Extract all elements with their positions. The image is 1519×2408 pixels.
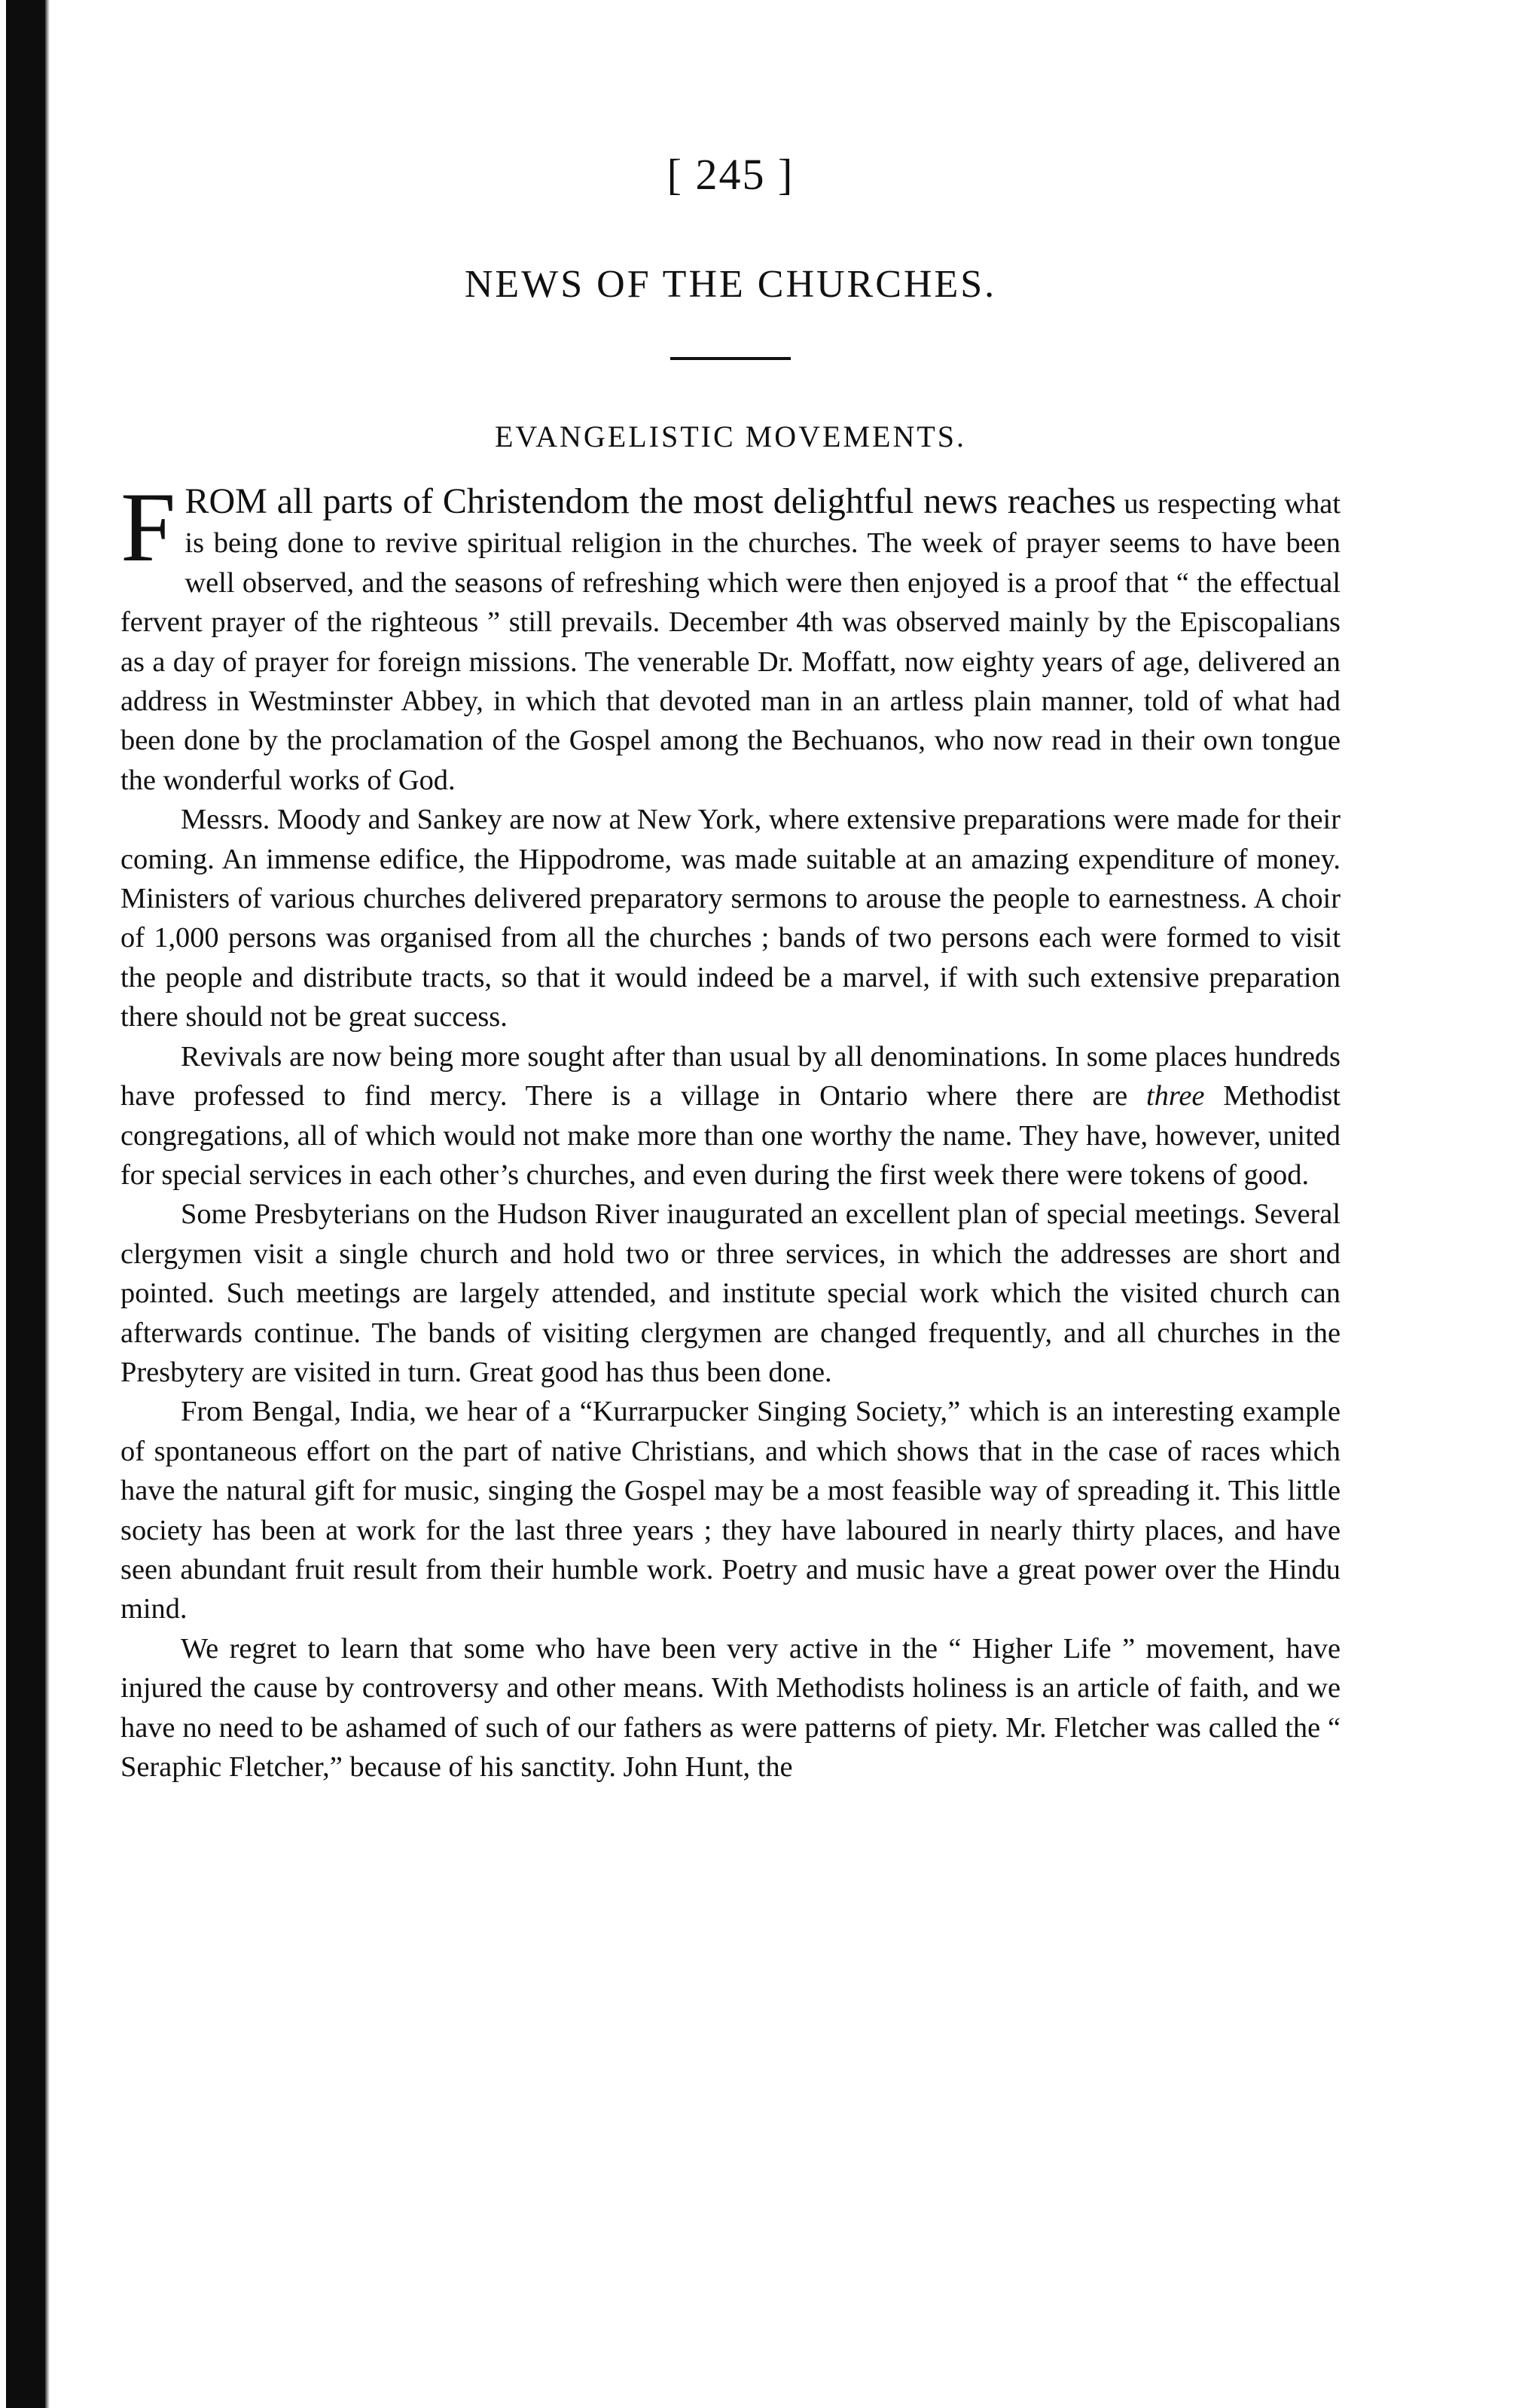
section-title: NEWS OF THE CHURCHES. <box>464 263 997 306</box>
paragraph-3 <box>120 1037 1341 1195</box>
lead-words: ROM all parts of Christendom the most delightful news reaches <box>185 481 1116 521</box>
emphasis-three: three <box>1146 1080 1205 1112</box>
paragraph-1-text: us respecting what is being done to revive spiritual religion in the churches. The week of prayer seems to have been well observed, and the seasons of refreshing which were then enjoyed is a proof that “ the effectual fervent prayer of the righteous ” still prevails. December 4th was observed mainly by the Episcopalians as a day of prayer for foreign missions. The venerable Dr. Moffatt, now eighty years of age, delivered an address in Westminster Abbey, in which that devoted man in an artless plain manner, told of what had been done by the proclamation of the Gospel among the Bechuanos, who now read in their own tongue the wonderful works of God. <box>120 488 1341 796</box>
drop-cap: F <box>120 472 176 582</box>
spine-edge <box>45 0 50 2408</box>
paragraph-2: Messrs. Moody and Sankey are now at New York, where extensive preparations were made for their coming. An immense edifice, the Hippodrome, was made suitable at an amazing expenditure of money. Ministers of various churches delivered preparatory sermons to arouse the people to earnestness. A choir of 1,000 persons was organised from all the churches ; bands of two persons each were formed to visit the people and distribute tracts, so that it would indeed be a marvel, if with such extensive preparation there should not be great success. <box>120 804 1341 1033</box>
paragraph-3-text-a: Revivals are now being more sought after than usual by all denominations. In some places hundreds have professed to find mercy. There is a village in Ontario where there are <box>120 1040 1341 1112</box>
book-spine-shadow <box>6 0 45 2408</box>
paragraph-6: We regret to learn that some who have been very active in the “ Higher Life ” movement, have injured the cause by controversy and other means. With Methodists holiness is an article of faith, and we have no need to be ashamed of such of our fathers as were patterns of piety. Mr. Fletcher was called the “ Seraphic Fletcher,” because of his sanctity. John Hunt, the <box>120 1632 1341 1783</box>
paragraph-4: Some Presbyterians on the Hudson River inaugurated an excellent plan of special meetings. Several clergymen visit a single church and hold two or three services, in which the addresses are short and pointed. Such meetings are largely attended, and institute special work which the visited church can afterwards continue. The bands of visiting clergymen are changed frequently, and all churches in the Presbytery are visited in turn. Great good has thus been done. <box>120 1198 1341 1388</box>
paragraph-5: From Bengal, India, we hear of a “Kurrarpucker Singing Society,” which is an interesting example of spontaneous effort on the part of native Christians, and which shows that in the case of races which have the natural gift for music, singing the Gospel may be a most feasible way of spreading it. This little society has been at work for the last three years ; they have laboured in nearly thirty places, and have seen abundant fruit result from their humble work. Poetry and music have a great power over the Hindu mind. <box>120 1396 1341 1625</box>
title-rule <box>670 357 791 360</box>
article-body <box>120 472 1341 1787</box>
page-number: [ 245 ] <box>666 150 795 199</box>
article-subtitle: EVANGELISTIC MOVEMENTS. <box>494 420 967 453</box>
paragraph-3-text-b: Methodist congregations, all of which would not make more than one worthy the name. They have, however, united for special services in each other’s churches, and even during the first week there were tokens of good. <box>120 1080 1341 1191</box>
paragraph-1 <box>120 472 1341 800</box>
